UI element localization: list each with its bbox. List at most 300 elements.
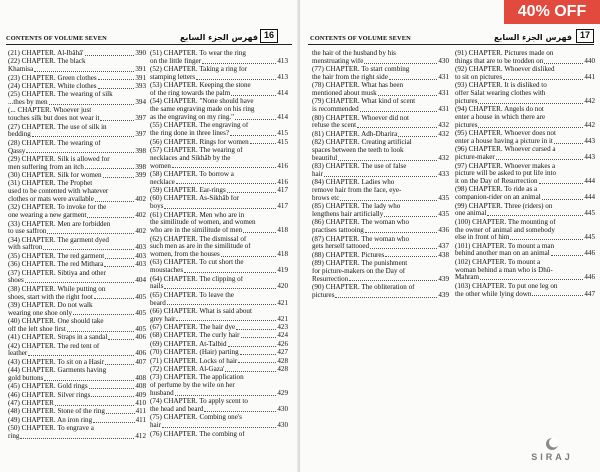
toc-entry bbox=[8, 318, 146, 334]
toc-entry-text: offer Salat wearing clothes with bbox=[455, 90, 546, 98]
dot-leader bbox=[43, 244, 134, 250]
dot-leader bbox=[176, 316, 276, 322]
toc-entry bbox=[150, 431, 288, 439]
toc-entry bbox=[312, 163, 449, 179]
toc-page-number: 409 bbox=[135, 391, 146, 399]
toc-entry-text: (25) CHAPTER. The wearing of silk bbox=[8, 91, 113, 99]
toc-entry-text: (44) CHAPTER. Garments having bbox=[8, 367, 107, 375]
dot-leader bbox=[164, 203, 276, 209]
toc-entry-text: the head and beard bbox=[150, 406, 204, 414]
toc-entry bbox=[8, 334, 146, 342]
dot-leader bbox=[73, 310, 134, 316]
toc-entry-text: (21) CHAPTER. Al-Ibâhâ' bbox=[8, 50, 84, 57]
toc-page-number: 406 bbox=[135, 350, 146, 358]
toc-entry-text: the owner of animal and somebody bbox=[455, 226, 555, 234]
dot-leader bbox=[196, 74, 276, 80]
toc-entry-text: (30) CHAPTER. Silk for women bbox=[8, 172, 102, 180]
toc-page-number: 420 bbox=[277, 283, 288, 291]
toc-entry bbox=[455, 219, 595, 242]
toc-entry-text: (64) CHAPTER. The clipping of bbox=[150, 275, 244, 283]
dot-leader bbox=[539, 178, 584, 184]
toc-entry-text: beautiful bbox=[312, 154, 338, 162]
toc-page-number: 390 bbox=[135, 50, 146, 57]
toc-entry-text: moustaches bbox=[150, 267, 184, 275]
toc-entry-text: (52) CHAPTER. Taking a ring for bbox=[150, 66, 248, 74]
right-header-title: CONTENTS OF VOLUME SEVEN bbox=[310, 35, 411, 42]
toc-entry-text: Resurrection bbox=[312, 275, 349, 283]
toc-page-number: 435 bbox=[438, 194, 449, 202]
toc-page-number: 403 bbox=[135, 252, 146, 260]
toc-entry-text: of perfume by the wife on her bbox=[150, 382, 235, 390]
toc-entry bbox=[150, 139, 288, 147]
toc-page-number: 444 bbox=[584, 178, 595, 186]
right-header-arabic: فهرس الجزء السابع bbox=[493, 33, 572, 42]
discount-badge: 40% OFF bbox=[504, 0, 600, 24]
toc-entry bbox=[8, 156, 146, 172]
toc-entry-text: (42) CHAPTER. The red tent of bbox=[8, 342, 100, 350]
toc-entry bbox=[150, 171, 288, 187]
toc-entry-text: (45) CHAPTER. Gold rings bbox=[8, 383, 88, 391]
toc-entry-text: (36) CHAPTER. The red Mithara bbox=[8, 261, 104, 269]
dot-leader bbox=[389, 74, 438, 80]
toc-entry-text: (49) CHAPTER. An iron ring bbox=[8, 416, 93, 424]
toc-entry-text: (48) CHAPTER. Stone of the ring bbox=[8, 408, 105, 416]
dot-leader bbox=[364, 58, 437, 64]
toc-page-number: 438 bbox=[438, 251, 449, 259]
dot-leader bbox=[338, 155, 437, 161]
toc-entry-text: touches silk but does not wear it bbox=[8, 115, 100, 123]
toc-page-number: 446 bbox=[584, 250, 595, 258]
toc-entry-text: who are in the similitude of men bbox=[150, 227, 243, 235]
toc-page-number: 415 bbox=[277, 130, 288, 138]
dot-leader bbox=[104, 261, 134, 267]
right-page-header bbox=[308, 29, 594, 45]
toc-entry-text: pictures bbox=[455, 97, 478, 105]
toc-entry-text: practises tattooing bbox=[312, 227, 364, 235]
toc-entry bbox=[455, 186, 595, 202]
dot-leader bbox=[176, 179, 277, 185]
dot-leader bbox=[487, 210, 583, 216]
toc-entry-text: (41) CHAPTER. Straps in a sandal bbox=[8, 334, 108, 342]
dot-leader bbox=[542, 194, 584, 200]
toc-page-number: 402 bbox=[135, 212, 146, 220]
toc-page-number: 446 bbox=[584, 274, 595, 282]
toc-entry bbox=[150, 195, 288, 211]
toc-entry bbox=[455, 130, 595, 146]
toc-entry-text: Khamisa bbox=[8, 66, 34, 74]
toc-entry-text: behind another man on an animal bbox=[455, 250, 550, 258]
toc-entry bbox=[312, 236, 449, 252]
dot-leader bbox=[398, 131, 437, 137]
toc-page-number: 437 bbox=[438, 243, 449, 251]
dot-leader bbox=[230, 130, 276, 136]
toc-page-number: 405 bbox=[135, 325, 146, 333]
toc-page-number: 421 bbox=[277, 315, 288, 323]
toc-page-number: 405 bbox=[135, 293, 146, 301]
toc-page-number: 402 bbox=[135, 196, 146, 203]
toc-entry bbox=[8, 392, 146, 400]
toc-page-number: 404 bbox=[135, 277, 146, 285]
toc-entry bbox=[455, 203, 595, 219]
toc-entry-text: clothes or mats were available bbox=[8, 196, 94, 203]
toc-entry-text: such men as are in the similitude of bbox=[150, 243, 251, 251]
toc-entry-text: (66) CHAPTER. What is said about bbox=[150, 307, 252, 315]
toc-entry-text: (61) CHAPTER. Men who are in bbox=[150, 211, 245, 219]
dot-leader bbox=[172, 163, 276, 169]
toc-entry bbox=[150, 366, 288, 374]
toc-entry-text: (53) CHAPTER. Keeping the stone bbox=[150, 82, 251, 90]
toc-entry-text: (97) CHAPTER. Whoever makes a bbox=[455, 162, 556, 170]
toc-entry bbox=[150, 187, 288, 195]
toc-entry-text: for picture-makers on the Day of bbox=[312, 267, 406, 275]
toc-page-number: 439 bbox=[438, 291, 449, 299]
toc-entry-text: of the ring towards the palm bbox=[150, 90, 231, 98]
toc-page-number: 393 bbox=[135, 82, 146, 90]
toc-entry-text: (58) CHAPTER. To borrow a bbox=[150, 170, 234, 178]
toc-entry-text: (31) CHAPTER. The Prophet bbox=[8, 180, 93, 188]
toc-page-number: 436 bbox=[438, 227, 449, 235]
dot-leader bbox=[384, 211, 437, 217]
toc-entry-text: (59) CHAPTER. Ear-rings bbox=[150, 187, 226, 195]
toc-entry bbox=[8, 408, 146, 416]
dot-leader bbox=[236, 324, 276, 330]
toc-entry bbox=[8, 204, 146, 220]
right-column-2 bbox=[455, 50, 595, 299]
toc-entry-text: picture-maker bbox=[455, 154, 495, 162]
toc-entry-text: (43) CHAPTER. To sit on a Hasir bbox=[8, 358, 105, 366]
toc-page-number: 427 bbox=[277, 349, 288, 357]
toc-entry-text: (51) CHAPTER. To wear the ring bbox=[150, 50, 246, 57]
toc-entry bbox=[312, 252, 449, 260]
dot-leader bbox=[365, 227, 438, 233]
toc-page-number: 442 bbox=[584, 121, 595, 129]
dot-leader bbox=[106, 408, 135, 414]
toc-page-number: 410 bbox=[135, 400, 146, 408]
dot-leader bbox=[503, 74, 583, 80]
toc-entry bbox=[8, 83, 146, 91]
siraj-watermark bbox=[522, 436, 582, 462]
toc-entry-text: (56) CHAPTER. Rings for women bbox=[150, 138, 249, 146]
toc-entry-text: (70) CHAPTER. (Hair) parting bbox=[150, 349, 239, 357]
toc-page-number: 419 bbox=[277, 267, 288, 275]
watermark-text: SIRAJ bbox=[531, 452, 573, 462]
toc-entry-text: to use saffron bbox=[8, 228, 47, 236]
toc-entry-text: else in front of him bbox=[455, 234, 510, 242]
toc-entry bbox=[150, 324, 288, 332]
toc-entry bbox=[8, 58, 146, 74]
toc-entry bbox=[8, 180, 146, 203]
toc-page-number: 428 bbox=[277, 365, 288, 373]
dot-leader bbox=[532, 291, 583, 297]
toc-entry-text: (101) CHAPTER. To mount a man bbox=[455, 242, 555, 250]
toc-entry-text: (22) CHAPTER. The black bbox=[8, 58, 86, 66]
toc-entry-text: necklaces and Sikhâb by the bbox=[150, 154, 231, 162]
toc-entry-text: (50) CHAPTER. To engrave a bbox=[8, 425, 94, 433]
toc-entry bbox=[150, 341, 288, 349]
toc-entry-text: (88) CHAPTER. Pictures bbox=[312, 251, 385, 259]
toc-page-number: 432 bbox=[438, 130, 449, 138]
toc-entry-text: (89) CHAPTER. The punishment bbox=[312, 260, 408, 268]
toc-page-number: 398 bbox=[135, 147, 146, 155]
toc-entry-text: (99) CHAPTER. Three (riders) on bbox=[455, 202, 553, 210]
toc-entry-text: (40) CHAPTER. One should take bbox=[8, 318, 104, 326]
dot-leader bbox=[103, 172, 135, 178]
dot-leader bbox=[85, 164, 134, 170]
dot-leader bbox=[87, 212, 134, 218]
toc-entry bbox=[150, 259, 288, 275]
dot-leader bbox=[47, 228, 134, 234]
dot-leader bbox=[55, 400, 134, 406]
toc-entry-text: (102) CHAPTER. To mount a bbox=[455, 258, 541, 266]
dot-leader bbox=[100, 115, 134, 121]
toc-entry-text: (98) CHAPTER. To ride as a bbox=[455, 186, 538, 194]
toc-entry-text: Mahram bbox=[455, 274, 480, 282]
dot-leader bbox=[250, 139, 277, 145]
toc-entry bbox=[150, 147, 288, 170]
toc-entry bbox=[312, 66, 449, 82]
toc-entry-text: (55) CHAPTER. The engraving of bbox=[150, 122, 249, 130]
toc-entry-text: (92) CHAPTER. Whoever disliked bbox=[455, 66, 555, 74]
toc-entry bbox=[150, 349, 288, 357]
toc-entry bbox=[8, 302, 146, 318]
toc-entry-text: spaces between the teeth to look bbox=[312, 146, 404, 154]
toc-entry-text: (68) CHAPTER. The curly hair bbox=[150, 332, 240, 340]
toc-entry-text: (28) CHAPTER. The wearing of bbox=[8, 139, 101, 147]
toc-entry-text: shoes, start with the right foot bbox=[8, 293, 93, 301]
toc-entry-text: (73) CHAPTER. The application bbox=[150, 374, 244, 382]
toc-entry bbox=[312, 98, 449, 114]
dot-leader bbox=[20, 433, 134, 439]
toc-entry-text: is recommended bbox=[312, 106, 359, 114]
toc-entry-text: mentioned about musk bbox=[312, 90, 377, 98]
toc-entry-text: Qassy bbox=[8, 147, 26, 155]
toc-entry-text: (32) CHAPTER. To invoke for the bbox=[8, 204, 107, 212]
toc-entry bbox=[8, 75, 146, 83]
toc-page-number: 414 bbox=[277, 90, 288, 98]
toc-entry-text: (34) CHAPTER. The garment dyed bbox=[8, 236, 109, 244]
toc-page-number: 445 bbox=[584, 210, 595, 218]
toc-entry-text: beard bbox=[150, 299, 166, 307]
dot-leader bbox=[167, 300, 277, 306]
toc-entry-text: (39) CHAPTER. Do not walk bbox=[8, 301, 93, 309]
toc-page-number: 444 bbox=[584, 194, 595, 202]
toc-page-number: 417 bbox=[277, 203, 288, 211]
dot-leader bbox=[225, 366, 276, 372]
toc-entry bbox=[150, 236, 288, 259]
toc-entry-text: (74) CHAPTER. To apply scent to bbox=[150, 398, 248, 406]
toc-page-number: 416 bbox=[277, 178, 288, 186]
dot-leader bbox=[98, 83, 135, 89]
dot-leader bbox=[324, 171, 437, 177]
toc-entry bbox=[312, 179, 449, 202]
toc-entry-text: boys bbox=[150, 203, 164, 211]
dot-leader bbox=[85, 50, 135, 56]
toc-entry-text: (63) CHAPTER. To cut short the bbox=[150, 259, 244, 267]
toc-entry-text: (67) CHAPTER. The hair dye bbox=[150, 324, 236, 332]
toc-entry bbox=[8, 400, 146, 408]
toc-entry-text: hair bbox=[312, 170, 324, 178]
toc-entry bbox=[312, 50, 449, 66]
toc-entry-text: the hair of the husband by his bbox=[312, 50, 396, 57]
toc-entry-text: the other while lying down bbox=[455, 290, 532, 298]
dot-leader bbox=[105, 253, 134, 259]
left-page-header bbox=[6, 29, 292, 45]
dot-leader bbox=[95, 196, 134, 202]
toc-entry-text: (79) CHAPTER. What kind of scent bbox=[312, 98, 416, 106]
dot-leader bbox=[28, 350, 134, 356]
toc-entry-text: bedding bbox=[8, 131, 31, 139]
toc-entry bbox=[455, 50, 595, 66]
toc-entry-text: gets herself tattooed bbox=[312, 243, 370, 251]
dot-leader bbox=[478, 98, 583, 104]
toc-page-number: 391 bbox=[135, 66, 146, 74]
toc-entry-text: menstruating wife bbox=[312, 57, 364, 65]
toc-entry bbox=[455, 283, 595, 299]
toc-page-number: 432 bbox=[438, 154, 449, 162]
toc-page-number: 402 bbox=[135, 228, 146, 236]
toc-entry bbox=[150, 374, 288, 397]
toc-entry bbox=[8, 261, 146, 269]
dot-leader bbox=[340, 195, 437, 201]
toc-entry bbox=[8, 425, 146, 441]
toc-page-number: 433 bbox=[438, 170, 449, 178]
dot-leader bbox=[202, 58, 276, 64]
toc-entry-text: the ring done in three lines? bbox=[150, 130, 229, 138]
toc-page-number: 431 bbox=[438, 106, 449, 114]
toc-entry-text: the similitude of women, and women bbox=[150, 219, 256, 227]
dot-leader bbox=[385, 252, 437, 258]
dot-leader bbox=[480, 274, 583, 280]
toc-page-number: 442 bbox=[584, 97, 595, 105]
toc-page-number: 413 bbox=[277, 73, 288, 81]
toc-entry bbox=[150, 122, 288, 138]
dot-leader bbox=[510, 234, 583, 240]
toc-entry-text: the hair from the right side bbox=[312, 73, 388, 81]
toc-entry bbox=[455, 243, 595, 259]
toc-page-number: 424 bbox=[277, 332, 288, 340]
toc-page-number: 411 bbox=[135, 416, 146, 424]
toc-page-number: 423 bbox=[277, 324, 288, 332]
toc-entry-text: (72) CHAPTER. Al-Gaza' bbox=[150, 365, 225, 373]
toc-entry-text: woman behind a man who is Dhû- bbox=[455, 266, 553, 274]
toc-entry bbox=[455, 146, 595, 162]
toc-entry-text: (86) CHAPTER. The woman who bbox=[312, 219, 410, 227]
toc-entry-text: shoes bbox=[8, 277, 24, 285]
toc-entry-text: (78) CHAPTER. What has been bbox=[312, 82, 404, 90]
toc-entry bbox=[8, 359, 146, 367]
toc-page-number: 441 bbox=[584, 73, 595, 81]
dot-leader bbox=[360, 106, 438, 112]
toc-entry-text: (75) CHAPTER. Combing one's bbox=[150, 414, 242, 422]
toc-page-number: 412 bbox=[135, 432, 146, 440]
toc-page-number: 430 bbox=[277, 406, 288, 414]
toc-entry bbox=[8, 50, 146, 58]
toc-entry bbox=[150, 276, 288, 292]
toc-entry bbox=[8, 91, 146, 107]
toc-entry bbox=[150, 414, 288, 430]
toc-entry-text: hair bbox=[150, 422, 162, 430]
dot-leader bbox=[554, 138, 583, 144]
dot-leader bbox=[240, 349, 277, 355]
toc-entry-text: remove hair from the face, eye- bbox=[312, 187, 402, 195]
toc-entry-text: (37) CHAPTER. Sibtiya and other bbox=[8, 269, 106, 277]
toc-page-number: 403 bbox=[135, 244, 146, 252]
toc-entry-text: (57) CHAPTER. The wearing of bbox=[150, 146, 243, 154]
toc-entry-text: women, from the houses bbox=[150, 251, 220, 259]
toc-entry-text: (46) CHAPTER. Silver rings bbox=[8, 391, 91, 399]
dot-leader bbox=[221, 251, 277, 257]
toc-entry-text: (80) CHAPTER. Whoever did not bbox=[312, 114, 410, 122]
dot-leader bbox=[105, 359, 134, 365]
toc-entry-text: (69) CHAPTER. At-Talbid bbox=[150, 340, 227, 348]
toc-entry bbox=[150, 82, 288, 98]
toc-entry-text: (... CHAPTER. Whoever just bbox=[8, 107, 92, 115]
toc-entry-text: (76) CHAPTER. The combing of bbox=[150, 430, 245, 438]
toc-entry bbox=[150, 50, 288, 66]
toc-entry-text: lengthens hair artificially bbox=[312, 210, 384, 218]
toc-entry-text: refuse the scent bbox=[312, 122, 357, 130]
toc-entry-text: (82) CHAPTER. Creating artificial bbox=[312, 139, 412, 147]
toc-page-number: 430 bbox=[438, 57, 449, 65]
toc-page-number: 421 bbox=[277, 299, 288, 307]
crescent-logo-icon bbox=[544, 436, 560, 452]
toc-page-number: 426 bbox=[277, 340, 288, 348]
dot-leader bbox=[544, 58, 583, 64]
dot-leader bbox=[98, 75, 135, 81]
dot-leader bbox=[378, 90, 438, 96]
toc-page-number: 394 bbox=[135, 99, 146, 107]
toc-page-number: 417 bbox=[277, 187, 288, 195]
toc-page-number: 406 bbox=[135, 334, 146, 342]
toc-entry-text: enter a house having a picture in it bbox=[455, 137, 553, 145]
toc-entry-text: to sit on pictures bbox=[455, 73, 503, 81]
right-column-1 bbox=[312, 50, 449, 300]
toc-entry bbox=[312, 139, 449, 162]
toc-page-number: 429 bbox=[277, 389, 288, 397]
toc-entry-text: grey hair bbox=[150, 315, 176, 323]
toc-page-number: 391 bbox=[135, 74, 146, 82]
toc-entry-text: (100) CHAPTER. The mounting of bbox=[455, 218, 556, 226]
toc-entry-text: (33) CHAPTER. Men are forbidden bbox=[8, 220, 111, 228]
toc-page-number: 418 bbox=[277, 251, 288, 259]
toc-entry bbox=[8, 107, 146, 123]
dot-leader bbox=[551, 250, 584, 256]
toc-entry bbox=[8, 343, 146, 359]
dot-leader bbox=[34, 66, 134, 72]
toc-page-number: 447 bbox=[584, 290, 595, 298]
dot-leader bbox=[231, 90, 276, 96]
toc-page-number: 418 bbox=[277, 227, 288, 235]
toc-entry-text: ...thes by men bbox=[8, 99, 48, 107]
dot-leader bbox=[25, 277, 135, 283]
dot-leader bbox=[44, 375, 134, 381]
toc-entry-text: companion-rider on an animal bbox=[455, 194, 541, 202]
toc-entry bbox=[150, 358, 288, 366]
toc-entry-text: things that are to be trodden on bbox=[455, 57, 544, 65]
dot-leader bbox=[164, 283, 276, 289]
dot-leader bbox=[108, 334, 134, 340]
toc-entry bbox=[312, 219, 449, 235]
toc-entry-text: off the left shoe first bbox=[8, 325, 66, 333]
dot-leader bbox=[228, 341, 277, 347]
toc-entry-text: pictures bbox=[312, 291, 335, 299]
dot-leader bbox=[243, 227, 276, 233]
right-page-number: 17 bbox=[576, 29, 594, 43]
toc-entry-text: with saffron bbox=[8, 244, 43, 252]
toc-entry-text: (81) CHAPTER. Adh-Dharira bbox=[312, 130, 398, 138]
dot-leader bbox=[91, 392, 134, 398]
toc-entry-text: (60) CHAPTER. As-Sikhâb for bbox=[150, 195, 240, 203]
